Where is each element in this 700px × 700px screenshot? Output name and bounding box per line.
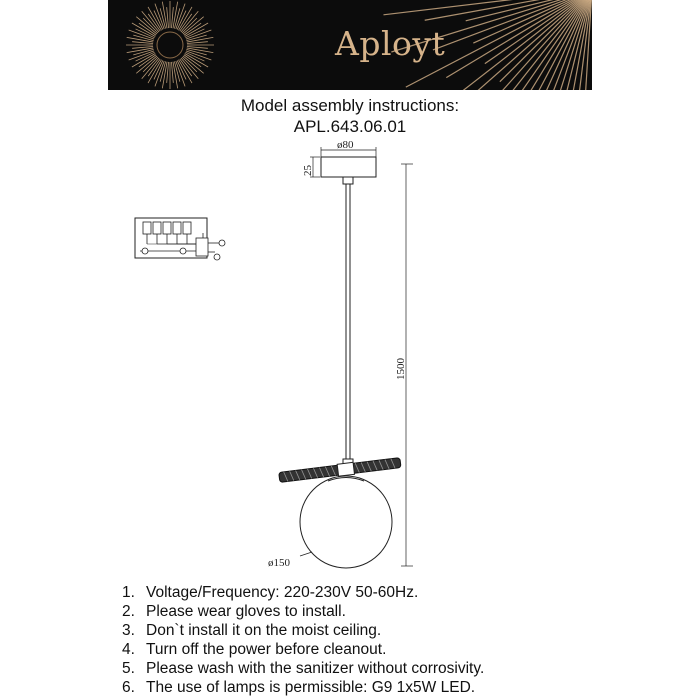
brand-logo: Aployt: [335, 24, 446, 63]
glass-globe: [300, 476, 392, 568]
canopy: [321, 157, 376, 177]
canopy-diameter-label: ø80: [337, 139, 354, 151]
model-number: APL.643.06.01: [293, 117, 407, 136]
wiring-diagram: [135, 218, 225, 260]
instruction-item: 5. Please wash with the sanitizer without corrosivity.: [122, 660, 485, 677]
canopy-height-label: 25: [302, 165, 314, 176]
instruction-item: 1. Voltage/Frequency: 220-230V 50-60Hz.: [122, 584, 419, 601]
instruction-item: 3. Don`t install it on the moist ceiling.: [122, 622, 382, 639]
total-height-label: 1500: [395, 358, 407, 380]
instruction-item: 2. Please wear gloves to install.: [122, 603, 346, 620]
shade-diameter-label: ø150: [268, 557, 290, 569]
instruction-item: 6. The use of lamps is permissible: G9 1x5W LED.: [122, 679, 476, 696]
instruction-list: [122, 583, 484, 697]
page-title: Model assembly instructions:: [240, 96, 460, 115]
instruction-item: 4. Turn off the power before cleanout.: [122, 641, 387, 658]
